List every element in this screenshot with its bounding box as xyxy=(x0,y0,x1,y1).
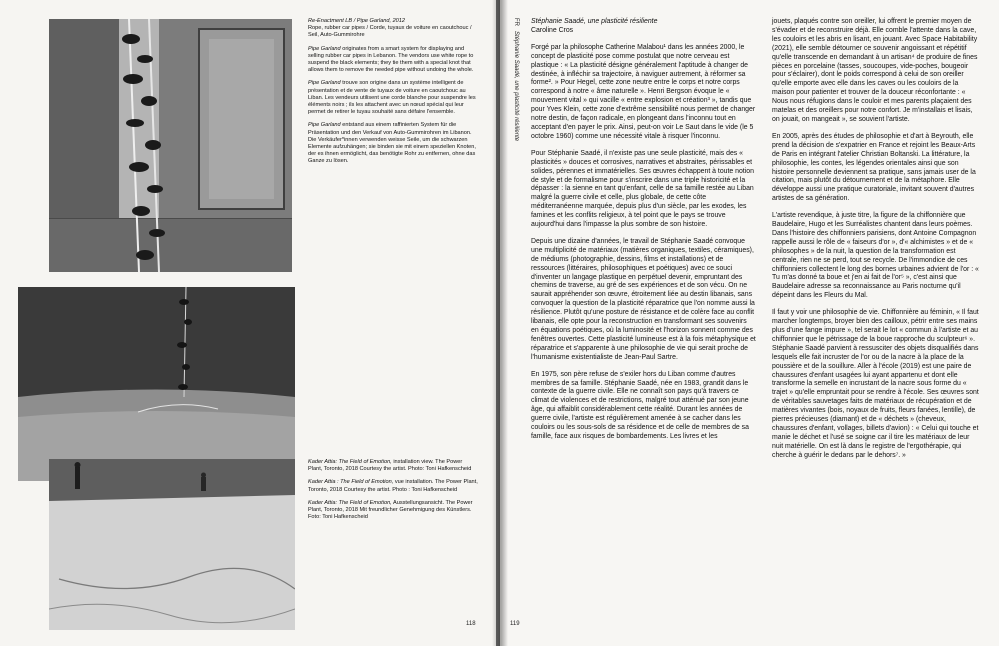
paragraph: Pour Stéphanie Saadé, il n'existe pas une seule plasticité, mais des « plasticités » douces et corrosives, narratives et abstraites, périssables et solides, pérennes et immatérielles. Ses œuvres échappent à toute notion de style et de formalisme pour s'inscrire dans une triple historicité et la dépasser : la sienne en tant qu'enfant, celle de sa famille restée au Liban malgré la guerre civile et celle, plus globale, de cette côte méditerranéenne marquée, depuis plus d'un siècle, par les exodes, les famines et les conflits religieux, à tel point que le pays se trouve aujourd'hui dans l'impasse la plus sombre de son histoire. xyxy=(531,149,754,229)
caption-text: vue installation. The Power Plant, Toronto, 2018 Courtesy the artist. Photo : Toni Hafkenscheid xyxy=(308,479,478,493)
field-of-emotion-illustration xyxy=(49,459,295,630)
article-title: Stéphanie Saadé, une plasticité résiliente xyxy=(531,18,658,25)
caption-block xyxy=(308,46,478,75)
paragraph: En 1975, son père refuse de s'exiler hors du Liban comme d'autres membres de sa famille. Stéphanie Saadé, née en 1983, grandit dans le contexte de la guerre civile. Elle ne connaît son pays qu'à travers ce climat de violences et de restrictions, malgré tout atténué par son jeune âge, qui affaiblit considérablement cette réalité. Durant les années de guerre civile, l'artiste est régulièrement amenée à se cacher dans les couloirs ou les sous-sols de sa résidence et de celle de membres de sa famille, face aux risques de bombardements. Les livres et les xyxy=(531,370,749,440)
caption-title: Pipe Garland xyxy=(308,45,341,52)
caption-title: Pipe Garland xyxy=(308,122,341,129)
article-column-1 xyxy=(531,18,756,450)
paragraph: Il faut y voir une philosophie de vie. Chiffonnière au féminin, « Il faut marcher longtemps, broyer bien des cailloux, pétrir entre ses mains plus d'une fange impure », tel serait le lot « commun à l'artiste et au chiffonnier que le pétrissage de la boue rapproche du sculpteur⁶ ». Stéphanie Saadé parvient à ressusciter des objets disqualifiés dans lesquels elle fait incruster de l'or ou de la nacre à la place de la poussière et de la souillure. Aller à l'école (2019) est une paire de chaussures d'enfant usagées lui ayant appartenu et dont elle transforme la semelle en incrustant de la nacre sous forme du « trajet » qu'elle empruntait pour se rendre à l'école. Ses œuvres sont de véritables sauvetages faits de matériaux de récupération et de matières vivantes (bois, noyaux de fruits, fleurs fanées, lentille), de pierres précieuses (diamant) et de « déchets » (cheveux, chaussures d'enfant, vollages, billets d'avion) : « Celui qui touche et manie le déchet et l'usé se soigne car il tire les matériaux de leur nuit matérielle. On est là dans le registre de l'ergothérapie, qui cherche à guérir le dedans par le dehors⁷. » xyxy=(772,309,979,459)
caption-title: Re-Enactment LB / Pipe Garland, 2012 xyxy=(308,18,406,24)
caption-text: Rope, rubber car pipes / Corde, tuyaux de voiture en caoutchouc / Seil, Auto-Gummirohre xyxy=(308,25,472,39)
pipe-garland-illustration xyxy=(49,19,292,272)
caption-title: Kader Attia : The Field of Emotion, xyxy=(308,479,394,486)
paragraph: Forgé par la philosophe Catherine Malabou¹ dans les années 2000, le concept de plasticité pose comme postulat que notre cerveau est plastique : « La plasticité désigne généralement l'aptitude à changer de destinée, à infléchir sa trajectoire, à naviguer autrement, à réformer sa forme². » Pour Hegel, cette zone neutre entre le corps et notre corps correspond à notre « âme naturelle ». Henri Bergson évoque le « mouvement vital » qui vacille « entre explosion et création³ », tandis que pour Yves Klein, cette zone d'extrême sensibilité nous permet de changer notre destin, de façon radicale, en plongeant dans l'inconnu tout en acceptant d'en payer le prix. Ainsi, peut-on voir Le Saut dans le vide (le 5 octobre 1960) comme une nécessité vitale à risquer l'inconnu. xyxy=(531,43,756,140)
caption-block xyxy=(308,459,478,473)
caption-block xyxy=(308,500,478,522)
caption-block xyxy=(308,18,478,40)
field-of-emotion-photo xyxy=(49,459,295,630)
book-gutter xyxy=(492,0,508,646)
caption-text: installation view. The Power Plant, Toronto, 2018 Courtesy the artist. Photo: Toni Hafkenscheid xyxy=(308,459,472,473)
caption-text: originates from a smart system for displaying and selling rubber car pipes in Lebanon. The vendors use white rope to suspend the black elements; they tie them with a special knot that allows them to remove the needed pipe without undoing the whole. xyxy=(308,45,474,74)
paragraph: Depuis une dizaine d'années, le travail de Stéphanie Saadé convoque une multiplicité de matériaux (matières organiques, textiles, céramiques), de médiums (photographie, dessins, films et installations) et de ressources (littéraires, philosophiques et poétiques) avec ce souci d'inventer un langage plastique en perpétuel devenir, empruntant des chemins de traverse, au gré de ses expériences et de son vécu. On ne saurait appréhender son œuvre, étroitement liée au destin libanais, sans convoquer la question de la plasticité réparatrice que l'on nomme aussi la résilience. Plutôt qu'une posture de résistance et de colère face au conflit libanais, elle opte pour la reconstruction en transformant ses souvenirs en équations poétiques, où la luminosité et l'horizon sonnent comme des fenêtres ouvertes. Cette plasticité lumineuse est à la fois métaphysique et réparatrice et s'apparente à une philosophie de vie qui serait proche de l'humanisme existentialiste de Jean-Paul Sartre. xyxy=(531,237,756,361)
paragraph: En 2005, après des études de philosophie et d'art à Beyrouth, elle prend la décision de s'expatrier en France et rejoint les Beaux-Arts de Paris en intégrant l'atelier Christian Boltanski. La littérature, la philosophie, les contes, les légendes orientales ainsi que son histoire personnelle deviennent sa pratique, sans jamais user de la citation, mais plutôt du détournement et de la métaphore. Elle développe aussi une pratique curatoriale, invitant souvent d'autres artistes de sa génération. xyxy=(772,132,976,203)
caption-title: Kader Attia: The Field of Emotion, xyxy=(308,459,392,465)
running-head xyxy=(513,18,519,141)
caption-text: entstand aus einem raffinierten System für die Präsentation und den Verkauf von Auto-Gummirohren im Libanon. Die Verkäufer*innen verwenden weisse Seile, um die schwarzen Elemente aufzuhängen; sie binden sie mit einem speziellen Knoten, der es ihnen ermöglicht, das benötigte Rohr zu entfernen, ohne das Ganze zu lösen. xyxy=(308,122,476,165)
caption-text: Ausstellungsansicht. The Power Plant, Toronto, 2018 Mit freundlicher Genehmigung des Künstlers. Foto: Toni Hafkenscheid xyxy=(308,499,473,521)
paragraph: jouets, plaqués contre son oreiller, lui offrent le premier moyen de s'évader et de reconstruire déjà. Elle comble l'attente dans la cave, les couloirs et les abris en lisant, en jouant. Avec Space Habitability (2021), elle semble détourner ce souvenir angoissant et répétitif qu'elle transcende en demandant à un artisan⁴ de produire de fines pièces en porcelaine (tasses, soucoupes, vide-poches, bougeoir pour s'éclairer), dont le poids correspond à celui de son oreiller qu'elle emporte avec elle dans les caves ou les couloirs de la maison pour patienter et trouver de la douceur réconfortante : « Nous nous réfugions dans le couloir et mes parents plaçaient des matelas et des oreillers pour notre confort. Je m'installais et lisais, on jouait, on mangeait », se souvient l'artiste. xyxy=(772,18,978,123)
caption-field-of-emotion xyxy=(308,459,478,527)
hanging-installation-illustration xyxy=(18,287,295,481)
article-column-2 xyxy=(772,18,979,469)
running-head-title: Stéphanie Saadé, une plasticité résiliente xyxy=(513,31,519,142)
language-tag: FR xyxy=(513,18,519,26)
caption-block xyxy=(308,479,478,493)
left-page xyxy=(0,0,496,646)
hanging-installation-photo xyxy=(18,287,295,481)
caption-pipe-garland xyxy=(308,18,478,172)
page-number-left: 118 xyxy=(466,621,476,627)
article-author: Caroline Cros xyxy=(531,26,574,34)
caption-title: Pipe Garland xyxy=(308,80,341,87)
pipe-garland-photo xyxy=(49,19,292,272)
page-number-right: 119 xyxy=(510,621,520,627)
caption-text: trouve son origine dans un système intelligent de présentation et de vente de tuyaux de voiture en caoutchouc au Liban. Les vendeurs utilisent une corde blanche pour suspendre les éléments noirs ; ils les attachent avec un nœud spécial qui leur permet de retirer le tuyau souhaité sans défaire l'ensemble. xyxy=(308,80,476,116)
caption-title: Kader Attia: The Field of Emotion, xyxy=(308,499,392,506)
paragraph: L'artiste revendique, à juste titre, la figure de la chiffonnière que Baudelaire, Hugo et les Surréalistes chantent dans leurs poèmes. Dans l'histoire des chiffonniers parisiens, dont Antoine Compagnon rappelle aussi le rôle de « faiseurs d'or », d'« alchimistes » et de « philosophes » de la nuit, la question de la transformation est centrale, rien ne se perd, tout se recycle. De l'immondice de ces chiffonniers collectent le long des bornes urbaines advient de l'or : « Tu m'as donné ta boue et j'en ai fait de l'or⁵ », c'est ainsi que Baudelaire adresse sa reconnaissance au Paris nocturne qu'il dépeint dans les Fleurs du Mal. xyxy=(772,212,979,300)
caption-block xyxy=(308,80,478,116)
caption-block xyxy=(308,122,478,165)
